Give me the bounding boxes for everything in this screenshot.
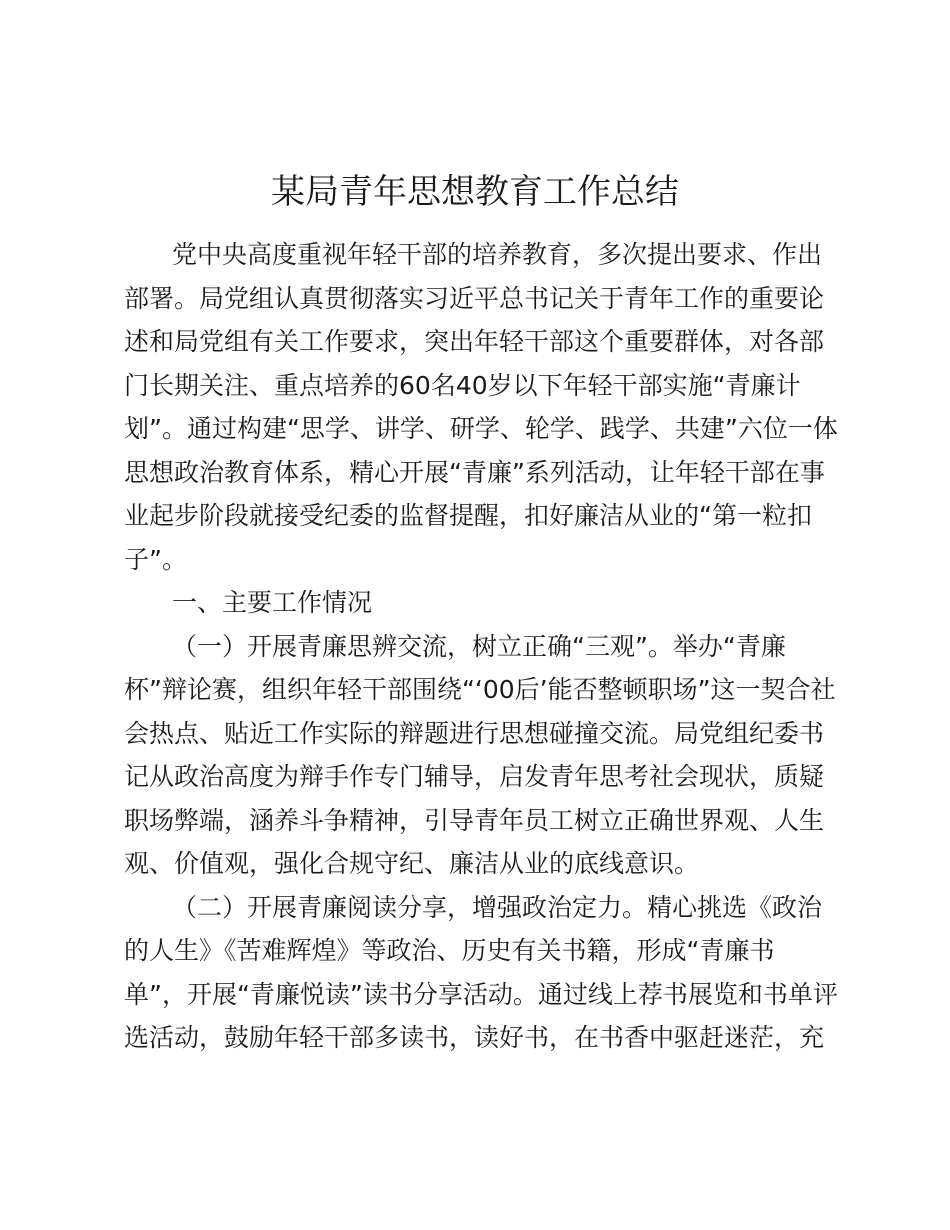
paragraph-line: 记从政治高度为辩手作专门辅导，启发青年思考社会现状，质疑 <box>124 762 825 791</box>
paragraph-line: 党中央高度重视年轻干部的培养教育，多次提出要求、作出 <box>172 240 823 269</box>
paragraph-line: 思想政治教育体系，精心开展“青廉”系列活动，让年轻干部在事 <box>124 458 825 487</box>
paragraph-line: 划”。通过构建“思学、讲学、研学、轮学、践学、共建”六位一体 <box>124 414 838 443</box>
paragraph-line: 单”，开展“青廉悦读”读书分享活动。通过线上荐书展览和书单评 <box>124 980 838 1009</box>
section-heading: 一、主要工作情况 <box>172 588 373 617</box>
paragraph-line: 会热点、贴近工作实际的辩题进行思想碰撞交流。局党组纪委书 <box>124 719 825 748</box>
paragraph-line: （一）开展青廉思辨交流，树立正确“三观”。举办“青廉 <box>172 632 786 661</box>
paragraph-line: 选活动，鼓励年轻干部多读书，读好书，在书香中驱赶迷茫，充 <box>124 1023 825 1052</box>
paragraph-line: 的人生》《苦难辉煌》等政治、历史有关书籍，形成“青廉书 <box>124 936 775 965</box>
paragraph-line: 职场弊端，涵养斗争精神，引导青年员工树立正确世界观、人生 <box>124 806 825 835</box>
paragraph-line: 观、价值观，强化合规守纪、廉洁从业的底线意识。 <box>124 849 700 878</box>
paragraph-line: （二）开展青廉阅读分享，增强政治定力。精心挑选《政治 <box>172 893 823 922</box>
paragraph-line: 业起步阶段就接受纪委的监督提醒，扣好廉洁从业的“第一粒扣 <box>124 501 812 530</box>
paragraph-line: 述和局党组有关工作要求，突出年轻干部这个重要群体，对各部 <box>124 327 825 356</box>
paragraph-line: 杯”辩论赛，组织年轻干部围绕“‘00后’能否整顿职场”这一契合社 <box>124 675 836 704</box>
document-title: 某局青年思想教育工作总结 <box>271 172 679 212</box>
paragraph-line: 子”。 <box>124 545 187 574</box>
paragraph-line: 部署。局党组认真贯彻落实习近平总书记关于青年工作的重要论 <box>124 284 825 313</box>
paragraph-line: 门长期关注、重点培养的60名40岁以下年轻干部实施“青廉计 <box>124 371 801 400</box>
